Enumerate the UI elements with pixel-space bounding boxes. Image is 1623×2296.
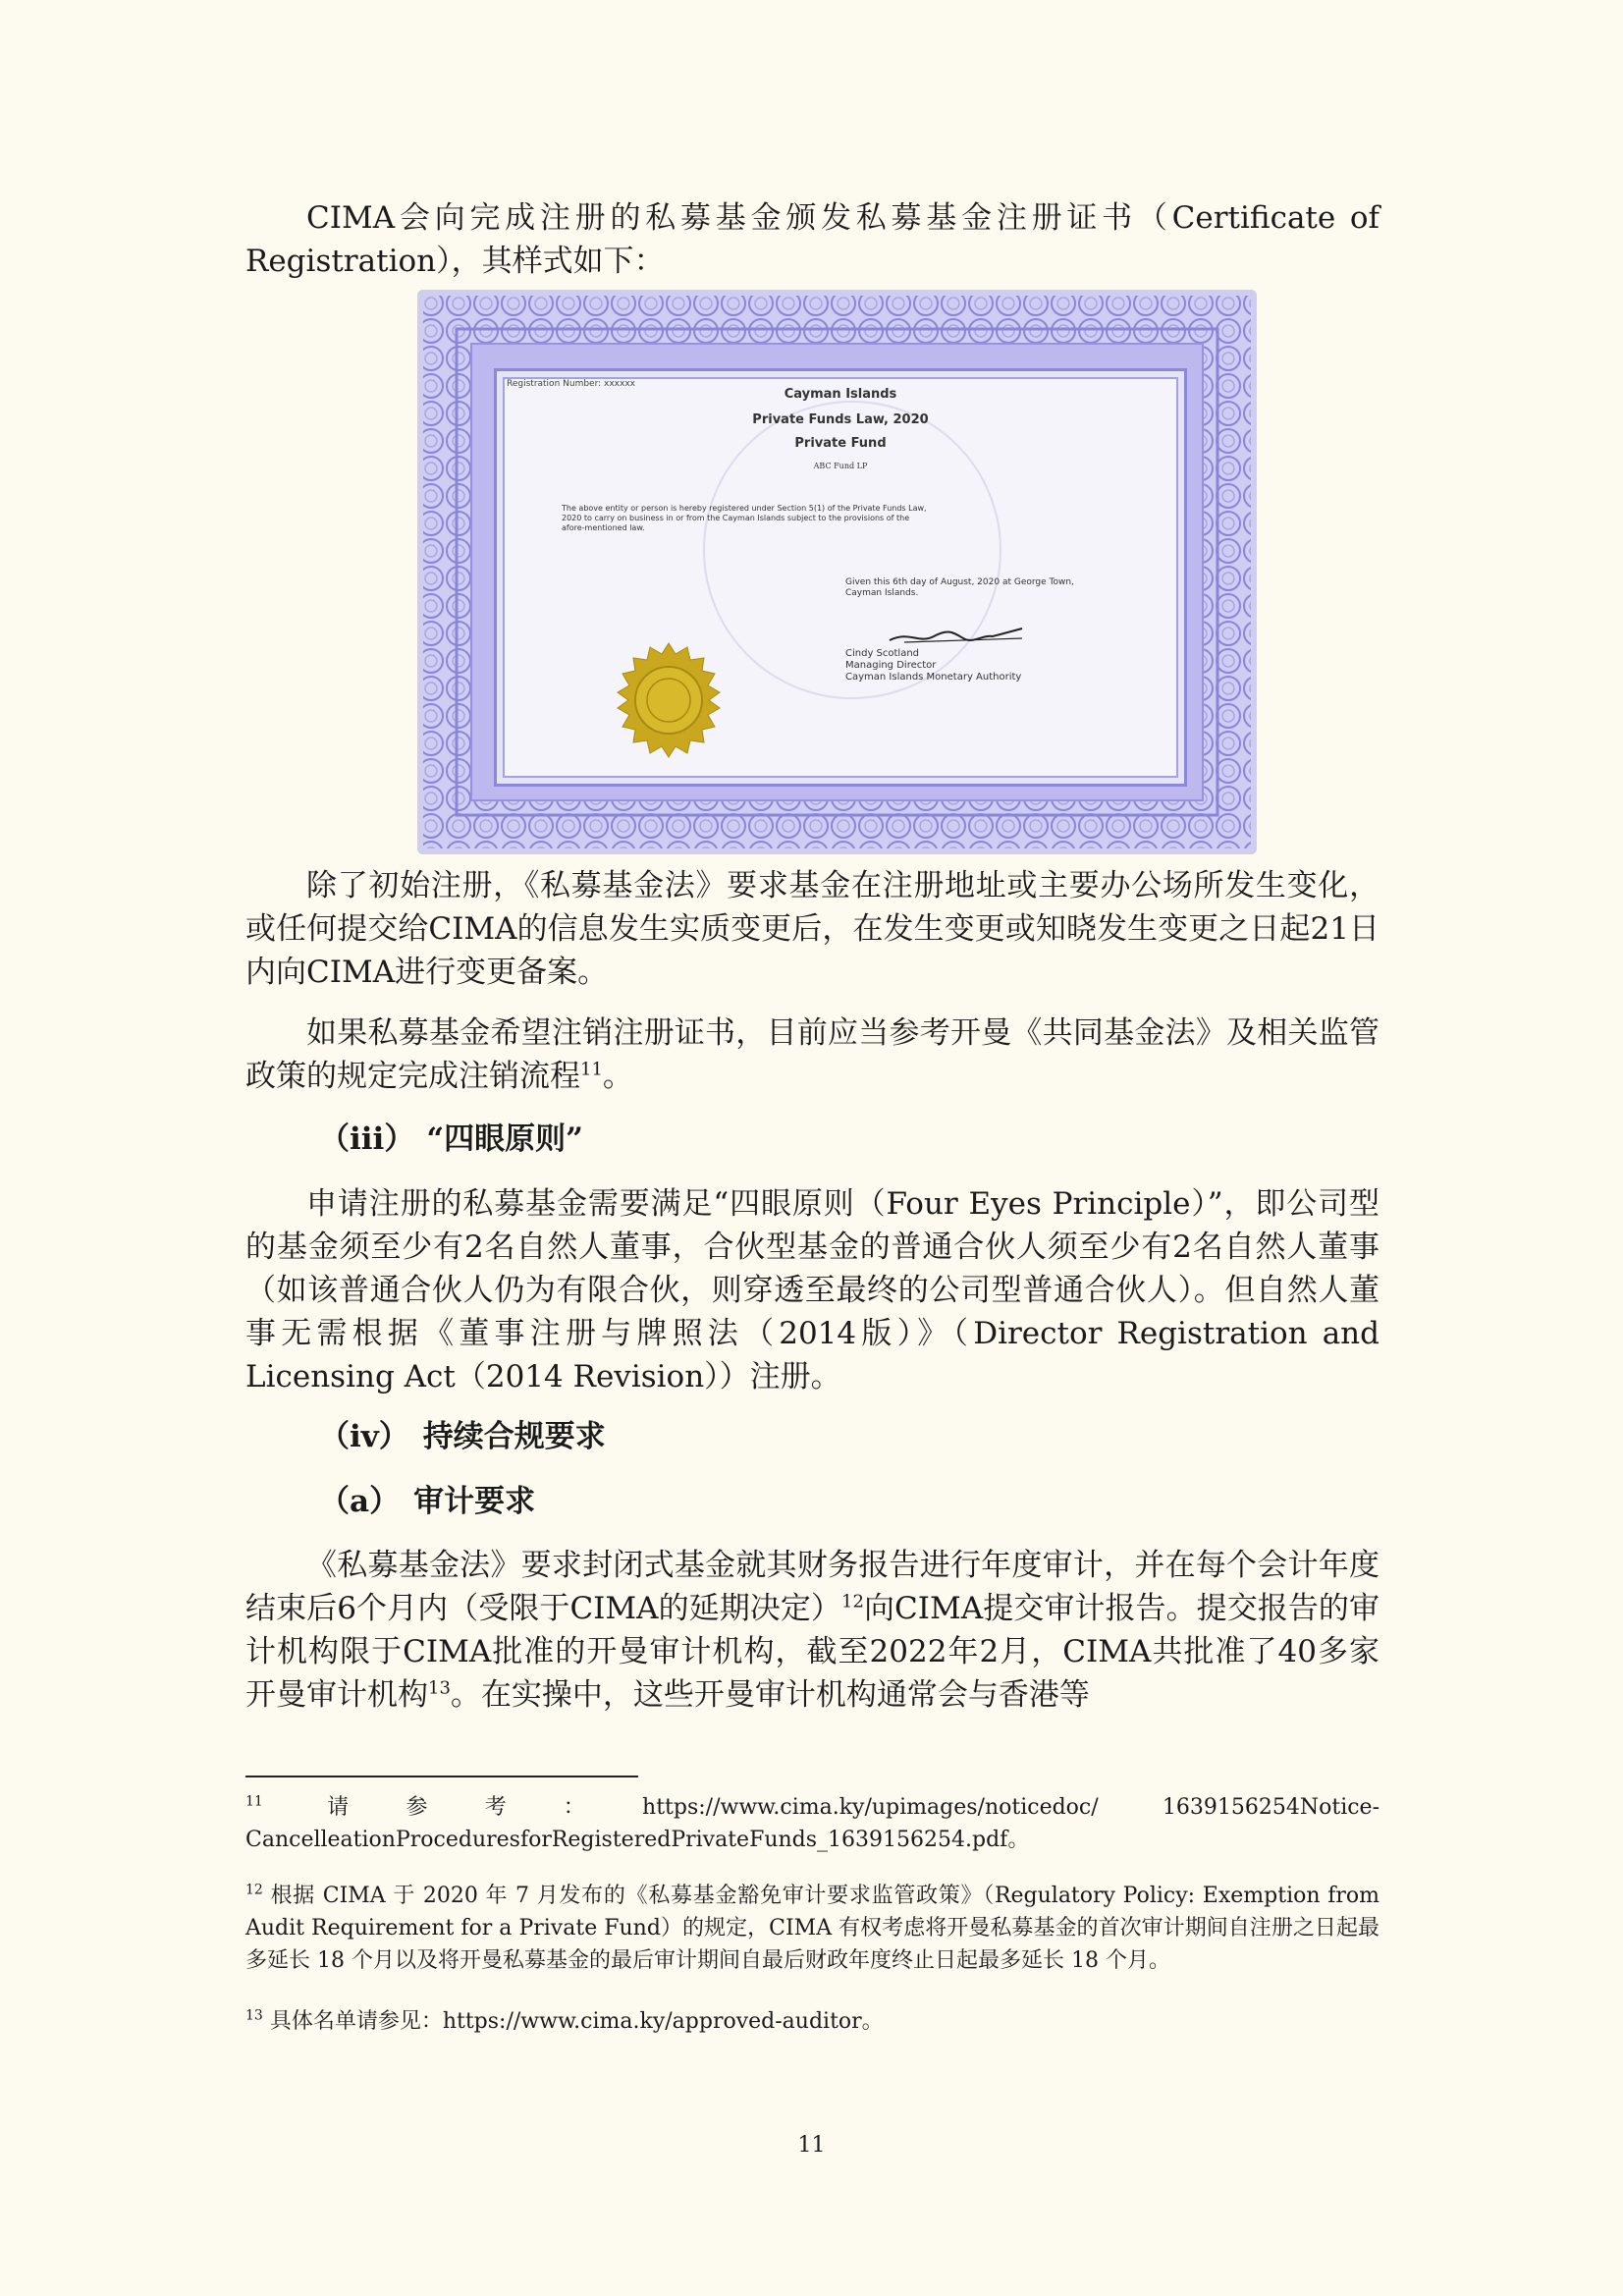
certificate-body: [494, 368, 1187, 787]
heading-iii-number: （iii）: [319, 1121, 415, 1157]
cancellation-paragraph: [245, 1011, 1380, 1098]
paragraph-audit: 《私募基金法》要求封闭式基金就其财务报告进行年度审计，并在每个会计年度结束后6个月内（受限于CIMA的延期决定）$^{12}$向CIMA提交审计报告。提交报告的审计机构限于CIMA批准的开曼审计机构，截至2022年2月，CIMA共批准了40多家开曼审计机构$^{13}$。在实操中，这些开曼审计机构通常会与香港等: [245, 1548, 1380, 1713]
page-number: 11: [797, 2133, 826, 2158]
signer-block: [845, 648, 1091, 683]
four-eyes-paragraph: [245, 1182, 1380, 1398]
certificate-image: [417, 290, 1257, 854]
change-filing-paragraph: [245, 864, 1380, 994]
footnote-number: 12: [245, 1882, 263, 1898]
heading-iii: [319, 1118, 583, 1161]
footnote-13: [245, 2005, 1380, 2038]
footnote-11: [245, 1791, 1380, 1856]
footnote-separator: [245, 1776, 638, 1777]
certificate-given: Given this 6th day of August, 2020 at George Town, Cayman Islands.: [845, 577, 1074, 598]
heading-a-title: 审计要求: [413, 1484, 536, 1519]
footnote-number: 13: [245, 2007, 263, 2024]
heading-a: [319, 1480, 535, 1523]
intro-paragraph: [245, 196, 1380, 283]
entity-name: ABC Fund LP: [813, 462, 868, 470]
signer-org: Cayman Islands Monetary Authority: [845, 672, 1022, 683]
certificate-title-3: Private Fund: [794, 436, 887, 451]
footnote-ref-13[interactable]: 13: [428, 1677, 451, 1699]
heading-iii-title: “四眼原则”: [426, 1121, 584, 1157]
paragraph-change-filing: 除了初始注册，《私募基金法》要求基金在注册地址或主要办公场所发生变化，或任何提交给CIMA的信息发生实质变更后，在发生变更或知晓发生变更之日起21日内向CIMA进行变更备案。: [245, 868, 1380, 990]
signature-icon: [885, 625, 1032, 648]
registration-number: Registration Number: xxxxxx: [507, 379, 635, 389]
certificate-title-1: Cayman Islands: [784, 387, 897, 402]
signer-title: Managing Director: [845, 660, 937, 671]
certificate-statement: The above entity or person is hereby registered under Section 5(1) of the Private Funds Law, 2020 to carry on business in or from the Cayman Islands subject to the provisions of the afore-mentioned law.: [562, 504, 927, 532]
footnote-text: 具体名单请参见：https://www.cima.ky/approved-auditor。: [269, 2009, 884, 2034]
footnote-ref-12[interactable]: 12: [841, 1591, 864, 1613]
heading-a-number: （a）: [319, 1484, 401, 1519]
gold-seal-icon: [610, 641, 728, 759]
paragraph-four-eyes: 申请注册的私募基金需要满足“四眼原则（Four Eyes Principle）”，即公司型的基金须至少有2名自然人董事，合伙型基金的普通合伙人须至少有2名自然人董事（如该普通合伙人仍为有限合伙，则穿透至最终的公司型普通合伙人）。但自然人董事无需根据《董事注册与牌照法（2014版）》（Director Registration and Licensing Act（2014 Revision））注册。: [245, 1186, 1380, 1394]
paragraph-certificate-intro: CIMA会向完成注册的私募基金颁发私募基金注册证书（Certificate of Registration），其样式如下：: [245, 200, 1380, 279]
heading-iv: [319, 1415, 606, 1458]
audit-paragraph: [245, 1544, 1380, 1717]
signer-name: Cindy Scotland: [845, 648, 920, 659]
heading-iv-title: 持续合规要求: [422, 1419, 606, 1454]
certificate-title-2: Private Funds Law, 2020: [752, 412, 929, 427]
paragraph-cancellation: 如果私募基金希望注销注册证书，目前应当参考开曼《共同基金法》及相关监管政策的规定完成注销流程$^{11}$。: [245, 1015, 1380, 1094]
footnote-text: 根据 CIMA 于 2020 年 7 月发布的《私募基金豁免审计要求监管政策》（Regulatory Policy: Exemption from Audit Requirement for a Private Fund）的规定，CIMA 有权考虑将开曼私募基金的首次审计期间自注册之日起最多延长 18 个月以及将开曼私募基金的最后审计期间自最后财政年度终止日起最多延长 18 个月。: [245, 1884, 1380, 1973]
footnote-number: 11: [245, 1793, 263, 1810]
heading-iv-number: （iv）: [319, 1419, 409, 1454]
footnote-12: [245, 1880, 1380, 1977]
footnote-ref-11[interactable]: 11: [580, 1059, 603, 1080]
footnote-text: 请参考：https://www.cima.ky/upimages/noticedoc/ 1639156254Notice-CancelleationProceduresforRegisteredPrivateFunds_1639156254.pdf。: [245, 1795, 1380, 1852]
